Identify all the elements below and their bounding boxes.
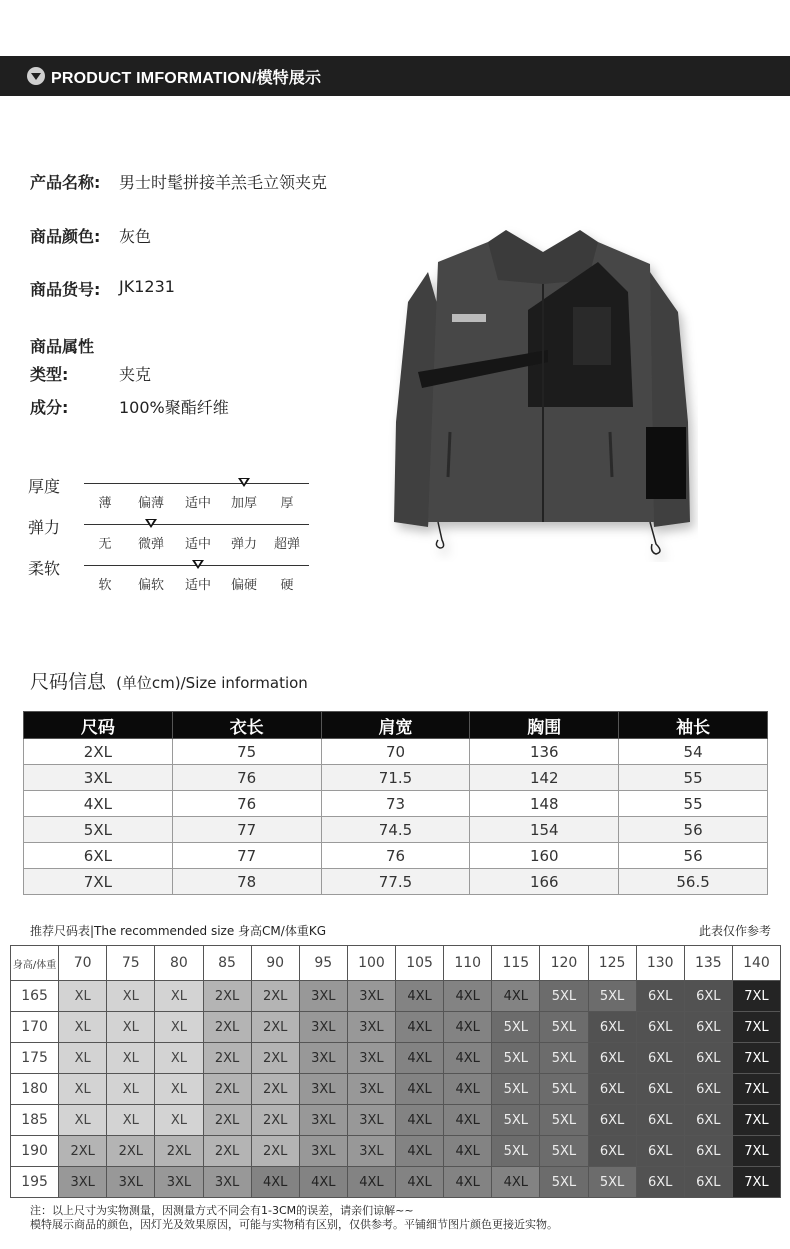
product-material-label: 成分:	[30, 398, 69, 417]
recommend-size-cell: 4XL	[396, 1105, 444, 1136]
recommend-size-cell: 5XL	[492, 1105, 540, 1136]
recommend-size-cell: XL	[59, 1043, 107, 1074]
recommend-size-cell: 6XL	[636, 1167, 684, 1198]
recommend-size-cell: 4XL	[396, 1074, 444, 1105]
recommend-size-cell: 2XL	[203, 1012, 251, 1043]
recommend-size-cell: 3XL	[299, 981, 347, 1012]
scale-option: 薄	[98, 496, 112, 511]
size-cell: 76	[172, 765, 321, 791]
recommend-size-cell: XL	[155, 981, 203, 1012]
recommend-size-cell: 3XL	[299, 1074, 347, 1105]
size-cell: 54	[619, 739, 768, 765]
recommend-size-cell: 4XL	[251, 1167, 299, 1198]
size-cell: 76	[172, 791, 321, 817]
recommend-size-cell: 2XL	[251, 1105, 299, 1136]
size-header-cell: 肩宽	[321, 712, 470, 739]
product-material-value: 100%聚酯纤维	[119, 398, 229, 417]
recommend-size-cell: 4XL	[444, 1136, 492, 1167]
recommend-size-cell: 3XL	[155, 1167, 203, 1198]
recommend-size-cell: 4XL	[396, 1167, 444, 1198]
size-cell: 7XL	[24, 869, 173, 895]
scale-option: 厚	[280, 496, 294, 511]
table-row	[11, 1105, 781, 1136]
size-cell: 56	[619, 843, 768, 869]
size-header-cell: 尺码	[24, 712, 173, 739]
recommend-size-cell: 4XL	[396, 1043, 444, 1074]
recommend-size-cell: 3XL	[299, 1043, 347, 1074]
weight-header-cell: 120	[540, 946, 588, 981]
recommend-size-cell: 7XL	[732, 1074, 780, 1105]
product-color-row	[30, 224, 360, 247]
product-type-value: 夹克	[119, 365, 152, 384]
product-sku-value: JK1231	[119, 277, 175, 296]
size-cell: 75	[172, 739, 321, 765]
recommend-size-cell: 4XL	[444, 1105, 492, 1136]
recommend-size-cell: 4XL	[444, 1012, 492, 1043]
scale-marker-icon	[192, 560, 204, 569]
size-cell: 77	[172, 817, 321, 843]
recommend-size-cell: XL	[155, 1012, 203, 1043]
size-cell: 154	[470, 817, 619, 843]
recommend-size-cell: 4XL	[444, 1167, 492, 1198]
recommend-table-header	[11, 946, 781, 981]
recommend-size-cell: 4XL	[492, 981, 540, 1012]
recommend-size-cell: XL	[107, 1012, 155, 1043]
recommend-size-cell: XL	[155, 1105, 203, 1136]
size-cell: 166	[470, 869, 619, 895]
recommend-size-cell: 6XL	[636, 1043, 684, 1074]
table-row	[24, 869, 768, 895]
recommend-table	[10, 945, 781, 1198]
recommend-size-cell: 2XL	[107, 1136, 155, 1167]
recommend-size-cell: 6XL	[684, 1136, 732, 1167]
section-banner	[0, 56, 790, 96]
recommend-size-cell: 2XL	[155, 1136, 203, 1167]
recommend-size-cell: 2XL	[251, 1136, 299, 1167]
weight-header-cell: 125	[588, 946, 636, 981]
weight-header-cell: 85	[203, 946, 251, 981]
product-attributes-heading	[30, 334, 94, 357]
recommend-size-cell: 5XL	[540, 1074, 588, 1105]
recommend-size-cell: 5XL	[540, 1136, 588, 1167]
table-row	[11, 1074, 781, 1105]
recommend-size-cell: 3XL	[347, 1074, 395, 1105]
table-row	[11, 1043, 781, 1074]
recommend-size-cell: 3XL	[347, 1043, 395, 1074]
height-cell: 185	[11, 1105, 59, 1136]
product-material-row	[30, 395, 360, 418]
scale-label: 柔软	[28, 559, 61, 578]
attr-heading-text: 商品属性	[30, 337, 95, 356]
size-cell: 136	[470, 739, 619, 765]
weight-header-cell: 75	[107, 946, 155, 981]
recommend-size-cell: 4XL	[492, 1167, 540, 1198]
scale-line	[84, 483, 309, 484]
product-sku-row	[30, 277, 360, 300]
weight-header-cell: 140	[732, 946, 780, 981]
table-row	[24, 765, 768, 791]
recommend-size-cell: 5XL	[540, 1105, 588, 1136]
weight-header-cell: 110	[444, 946, 492, 981]
recommend-size-cell: 3XL	[203, 1167, 251, 1198]
recommend-size-cell: 6XL	[588, 1105, 636, 1136]
banner-title: PRODUCT IMFORMATION/模特展示	[51, 69, 322, 87]
recommend-size-cell: 6XL	[636, 1105, 684, 1136]
size-header-cell: 胸围	[470, 712, 619, 739]
size-cell: 2XL	[24, 739, 173, 765]
size-cell: 148	[470, 791, 619, 817]
recommend-size-cell: 2XL	[251, 981, 299, 1012]
weight-header-cell: 105	[396, 946, 444, 981]
recommend-size-cell: 6XL	[588, 1043, 636, 1074]
scale-line	[84, 524, 309, 525]
recommend-size-cell: 6XL	[636, 1012, 684, 1043]
recommend-size-cell: XL	[107, 1074, 155, 1105]
recommend-size-cell: XL	[59, 1105, 107, 1136]
footnote-line-1: 注：以上尺寸为实物测量，因测量方式不同会有1-3CM的误差，请亲们谅解~~	[30, 1204, 414, 1217]
recommend-size-cell: 5XL	[540, 1043, 588, 1074]
recommend-size-cell: 5XL	[540, 1012, 588, 1043]
recommend-size-cell: 4XL	[396, 1012, 444, 1043]
recommend-size-cell: XL	[155, 1043, 203, 1074]
size-cell: 5XL	[24, 817, 173, 843]
scale-marker-icon	[238, 478, 250, 487]
recommend-size-cell: 2XL	[251, 1012, 299, 1043]
height-cell: 195	[11, 1167, 59, 1198]
recommend-size-cell: 5XL	[492, 1074, 540, 1105]
weight-header-cell: 130	[636, 946, 684, 981]
scale-label: 弹力	[28, 518, 61, 537]
recommend-size-cell: 5XL	[588, 1167, 636, 1198]
recommend-size-cell: XL	[59, 1012, 107, 1043]
product-sku-label: 商品货号:	[30, 280, 101, 299]
recommend-size-cell: 5XL	[492, 1012, 540, 1043]
size-cell: 70	[321, 739, 470, 765]
height-cell: 175	[11, 1043, 59, 1074]
size-cell: 4XL	[24, 791, 173, 817]
size-cell: 76	[321, 843, 470, 869]
size-header-cell: 袖长	[619, 712, 768, 739]
height-cell: 190	[11, 1136, 59, 1167]
height-cell: 165	[11, 981, 59, 1012]
size-cell: 160	[470, 843, 619, 869]
recommend-size-cell: 2XL	[203, 1043, 251, 1074]
recommend-size-cell: XL	[107, 1043, 155, 1074]
scale-option: 偏软	[137, 578, 164, 593]
recommend-size-cell: 7XL	[732, 1043, 780, 1074]
recommend-size-cell: 3XL	[347, 1012, 395, 1043]
size-cell: 56.5	[619, 869, 768, 895]
recommend-size-cell: 7XL	[732, 1012, 780, 1043]
recommend-size-cell: 5XL	[588, 981, 636, 1012]
recommend-size-cell: 7XL	[732, 981, 780, 1012]
size-cell: 77	[172, 843, 321, 869]
table-row	[24, 791, 768, 817]
recommend-size-cell: 2XL	[203, 1105, 251, 1136]
table-row	[11, 1136, 781, 1167]
recommend-size-cell: 6XL	[588, 1012, 636, 1043]
size-cell: 142	[470, 765, 619, 791]
recommend-size-cell: 2XL	[59, 1136, 107, 1167]
recommend-size-cell: 2XL	[203, 1074, 251, 1105]
footnote	[30, 1204, 558, 1232]
recommend-size-cell: 7XL	[732, 1167, 780, 1198]
weight-header-cell: 90	[251, 946, 299, 981]
recommend-size-cell: 5XL	[492, 1043, 540, 1074]
recommend-note: 此表仅作参考	[698, 924, 771, 938]
recommend-size-cell: 4XL	[396, 1136, 444, 1167]
scale-option: 偏硬	[230, 578, 257, 593]
scale-option: 适中	[184, 496, 211, 511]
scale-option: 软	[98, 578, 112, 593]
product-name-value: 男士时髦拼接羊羔毛立领夹克	[119, 173, 328, 192]
recommend-size-cell: 3XL	[107, 1167, 155, 1198]
size-cell: 74.5	[321, 817, 470, 843]
size-info-subtitle: (单位cm)/Size information	[116, 674, 308, 692]
recommend-size-cell: 5XL	[540, 981, 588, 1012]
recommend-size-cell: 4XL	[299, 1167, 347, 1198]
jacket-image	[388, 222, 698, 562]
footnote-line-2: 模特展示商品的颜色，因灯光及效果原因，可能与实物稍有区别，仅供参考。平铺细节图片颜色更接近实物。	[30, 1218, 558, 1231]
recommend-size-cell: 3XL	[347, 1136, 395, 1167]
recommend-size-cell: 2XL	[251, 1074, 299, 1105]
size-table-header	[24, 712, 768, 739]
recommend-size-cell: 2XL	[203, 981, 251, 1012]
product-name-label: 产品名称:	[30, 173, 101, 192]
recommend-size-cell: 3XL	[299, 1105, 347, 1136]
recommend-size-cell: 6XL	[588, 1074, 636, 1105]
weight-header-cell: 95	[299, 946, 347, 981]
chevron-down-circle-icon	[27, 67, 45, 85]
recommend-size-cell: 4XL	[444, 1043, 492, 1074]
product-color-label: 商品颜色:	[30, 227, 101, 246]
table-row	[24, 843, 768, 869]
recommend-size-cell: 5XL	[540, 1167, 588, 1198]
size-cell: 55	[619, 791, 768, 817]
recommend-size-cell: 6XL	[684, 1167, 732, 1198]
recommend-corner-cell: 身高/体重	[11, 946, 59, 981]
scale-option: 超弹	[273, 537, 300, 552]
size-cell: 71.5	[321, 765, 470, 791]
recommend-size-cell: 5XL	[492, 1136, 540, 1167]
size-header-cell: 衣长	[172, 712, 321, 739]
size-cell: 3XL	[24, 765, 173, 791]
recommend-size-cell: 3XL	[299, 1012, 347, 1043]
size-cell: 6XL	[24, 843, 173, 869]
recommend-size-cell: 6XL	[588, 1136, 636, 1167]
recommend-size-cell: 3XL	[347, 1105, 395, 1136]
recommend-size-cell: XL	[107, 981, 155, 1012]
recommend-size-cell: 3XL	[347, 981, 395, 1012]
recommend-size-cell: XL	[107, 1105, 155, 1136]
height-cell: 170	[11, 1012, 59, 1043]
recommend-size-cell: 2XL	[203, 1136, 251, 1167]
scale-option: 适中	[184, 537, 211, 552]
size-cell: 78	[172, 869, 321, 895]
scale-option: 微弹	[137, 537, 164, 552]
table-row	[24, 817, 768, 843]
height-cell: 180	[11, 1074, 59, 1105]
scale-option: 加厚	[230, 496, 257, 511]
weight-header-cell: 80	[155, 946, 203, 981]
table-row	[11, 981, 781, 1012]
product-type-row	[30, 362, 360, 385]
recommend-size-cell: 6XL	[636, 1136, 684, 1167]
size-cell: 56	[619, 817, 768, 843]
recommend-size-cell: XL	[59, 1074, 107, 1105]
recommend-size-cell: 4XL	[444, 1074, 492, 1105]
recommend-size-cell: XL	[155, 1074, 203, 1105]
size-cell: 77.5	[321, 869, 470, 895]
size-table	[23, 711, 768, 895]
table-row	[11, 1167, 781, 1198]
recommend-size-cell: 6XL	[684, 1074, 732, 1105]
recommend-size-cell: 4XL	[347, 1167, 395, 1198]
recommend-size-cell: 7XL	[732, 1105, 780, 1136]
scale-label: 厚度	[28, 477, 61, 496]
scale-option: 无	[98, 537, 112, 552]
recommend-size-cell: 7XL	[732, 1136, 780, 1167]
product-name-row	[30, 170, 360, 193]
recommend-size-cell: 6XL	[684, 981, 732, 1012]
recommend-size-cell: 6XL	[684, 1012, 732, 1043]
table-row	[11, 1012, 781, 1043]
weight-header-cell: 100	[347, 946, 395, 981]
recommend-size-cell: 4XL	[396, 981, 444, 1012]
recommend-size-cell: 6XL	[684, 1043, 732, 1074]
recommend-size-cell: 3XL	[299, 1136, 347, 1167]
size-cell: 73	[321, 791, 470, 817]
recommend-size-cell: 6XL	[684, 1105, 732, 1136]
size-info-heading	[30, 667, 308, 694]
recommend-size-cell: XL	[59, 981, 107, 1012]
size-cell: 55	[619, 765, 768, 791]
recommend-size-cell: 2XL	[251, 1043, 299, 1074]
recommend-size-cell: 6XL	[636, 981, 684, 1012]
recommend-size-cell: 4XL	[444, 981, 492, 1012]
product-type-label: 类型:	[30, 365, 69, 384]
recommend-size-cell: 3XL	[59, 1167, 107, 1198]
scale-marker-icon	[145, 519, 157, 528]
weight-header-cell: 135	[684, 946, 732, 981]
scale-option: 硬	[280, 578, 294, 593]
scale-option: 弹力	[230, 537, 257, 552]
recommend-title: 推荐尺码表|The recommended size 身高CM/体重KG	[30, 924, 326, 938]
weight-header-cell: 70	[59, 946, 107, 981]
product-color-value: 灰色	[119, 227, 152, 246]
table-row	[24, 739, 768, 765]
size-info-title: 尺码信息	[30, 671, 107, 693]
scale-option: 偏薄	[137, 496, 164, 511]
recommend-size-cell: 6XL	[636, 1074, 684, 1105]
scale-option: 适中	[184, 578, 211, 593]
weight-header-cell: 115	[492, 946, 540, 981]
